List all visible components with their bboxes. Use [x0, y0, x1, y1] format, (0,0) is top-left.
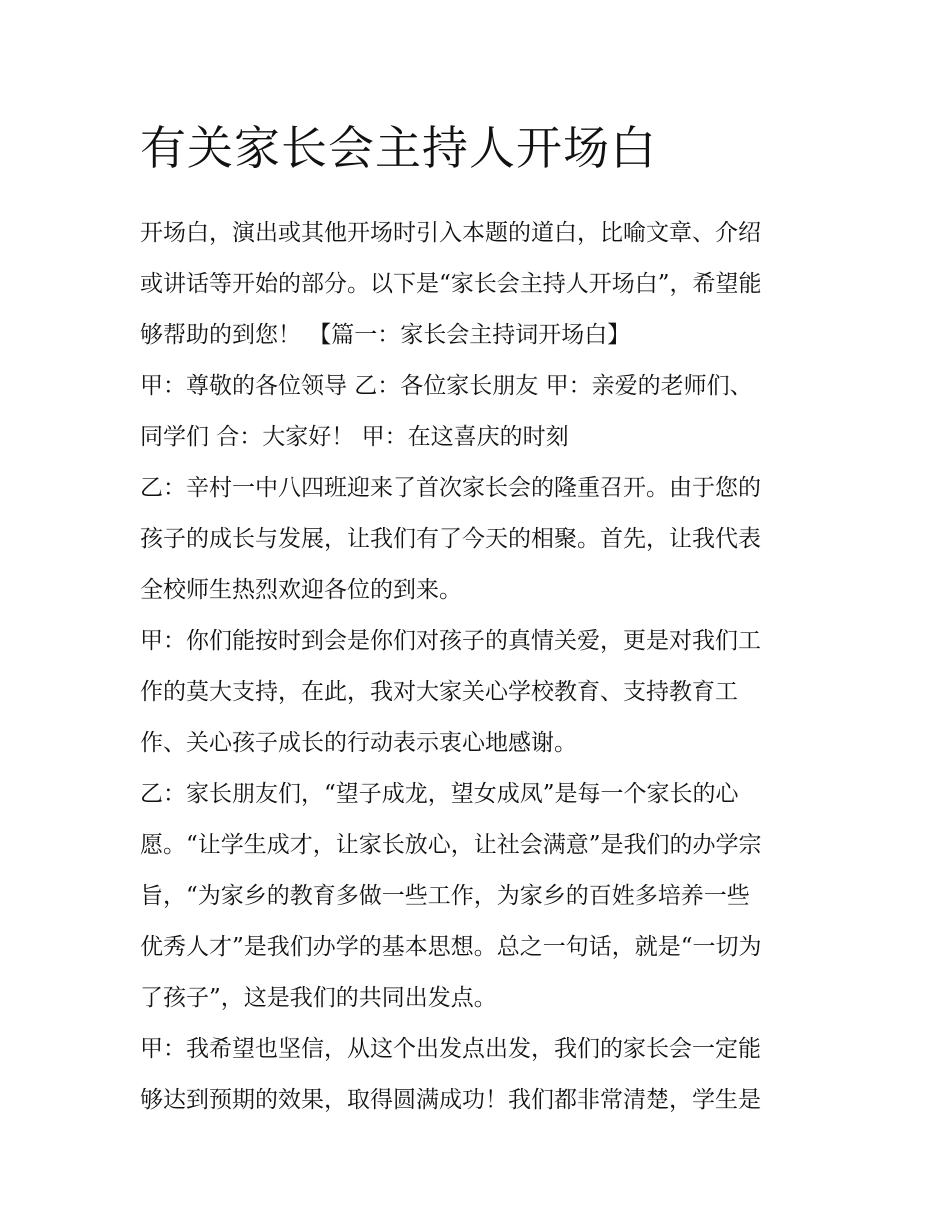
text-line-16: 了孩子”，这是我们的共同出发点。	[140, 985, 497, 1011]
text-line-18: 够达到预期的效果，取得圆满成功！我们都非常清楚，学生是	[140, 1087, 761, 1113]
text-line-17: 甲：我希望也坚信，从这个出发点出发，我们的家长会一定能	[140, 1036, 761, 1062]
text-line-14: 旨，“为家乡的教育多做一些工作，为家乡的百姓多培养一些	[140, 883, 750, 909]
text-line-15: 优秀人才”是我们办学的基本思想。总之一句话，就是“一切为	[140, 934, 762, 960]
text-line-12: 乙：家长朋友们，“望子成龙，望女成凤”是每一个家长的心	[140, 781, 739, 807]
text-line-11: 作、关心孩子成长的行动表示衷心地感谢。	[140, 730, 577, 756]
text-line-3: 够帮助的到您！ 【篇一：家长会主持词开场白】	[140, 322, 631, 348]
text-line-7: 孩子的成长与发展，让我们有了今天的相聚。首先，让我代表	[140, 526, 761, 552]
text-line-13: 愿。“让学生成才，让家长放心，让社会满意”是我们的办学宗	[140, 832, 762, 858]
text-line-2: 或讲话等开始的部分。以下是“家长会主持人开场白”，希望能	[140, 271, 762, 297]
text-line-4: 甲：尊敬的各位领导 乙：各位家长朋友 甲：亲爱的老师们、	[140, 373, 753, 399]
text-line-8: 全校师生热烈欢迎各位的到来。	[140, 577, 462, 603]
text-line-1: 开场白，演出或其他开场时引入本题的道白，比喻文章、介绍	[140, 220, 761, 246]
document-body	[140, 208, 820, 1126]
text-line-5: 同学们 合：大家好！ 甲：在这喜庆的时刻	[140, 424, 569, 450]
text-line-10: 作的莫大支持，在此，我对大家关心学校教育、支持教育工	[140, 679, 738, 705]
text-line-9: 甲：你们能按时到会是你们对孩子的真情关爱，更是对我们工	[140, 628, 761, 654]
text-line-6: 乙：辛村一中八四班迎来了首次家长会的隆重召开。由于您的	[140, 475, 761, 501]
document-title: 有关家长会主持人开场白	[140, 121, 657, 175]
document-page	[140, 118, 820, 1126]
